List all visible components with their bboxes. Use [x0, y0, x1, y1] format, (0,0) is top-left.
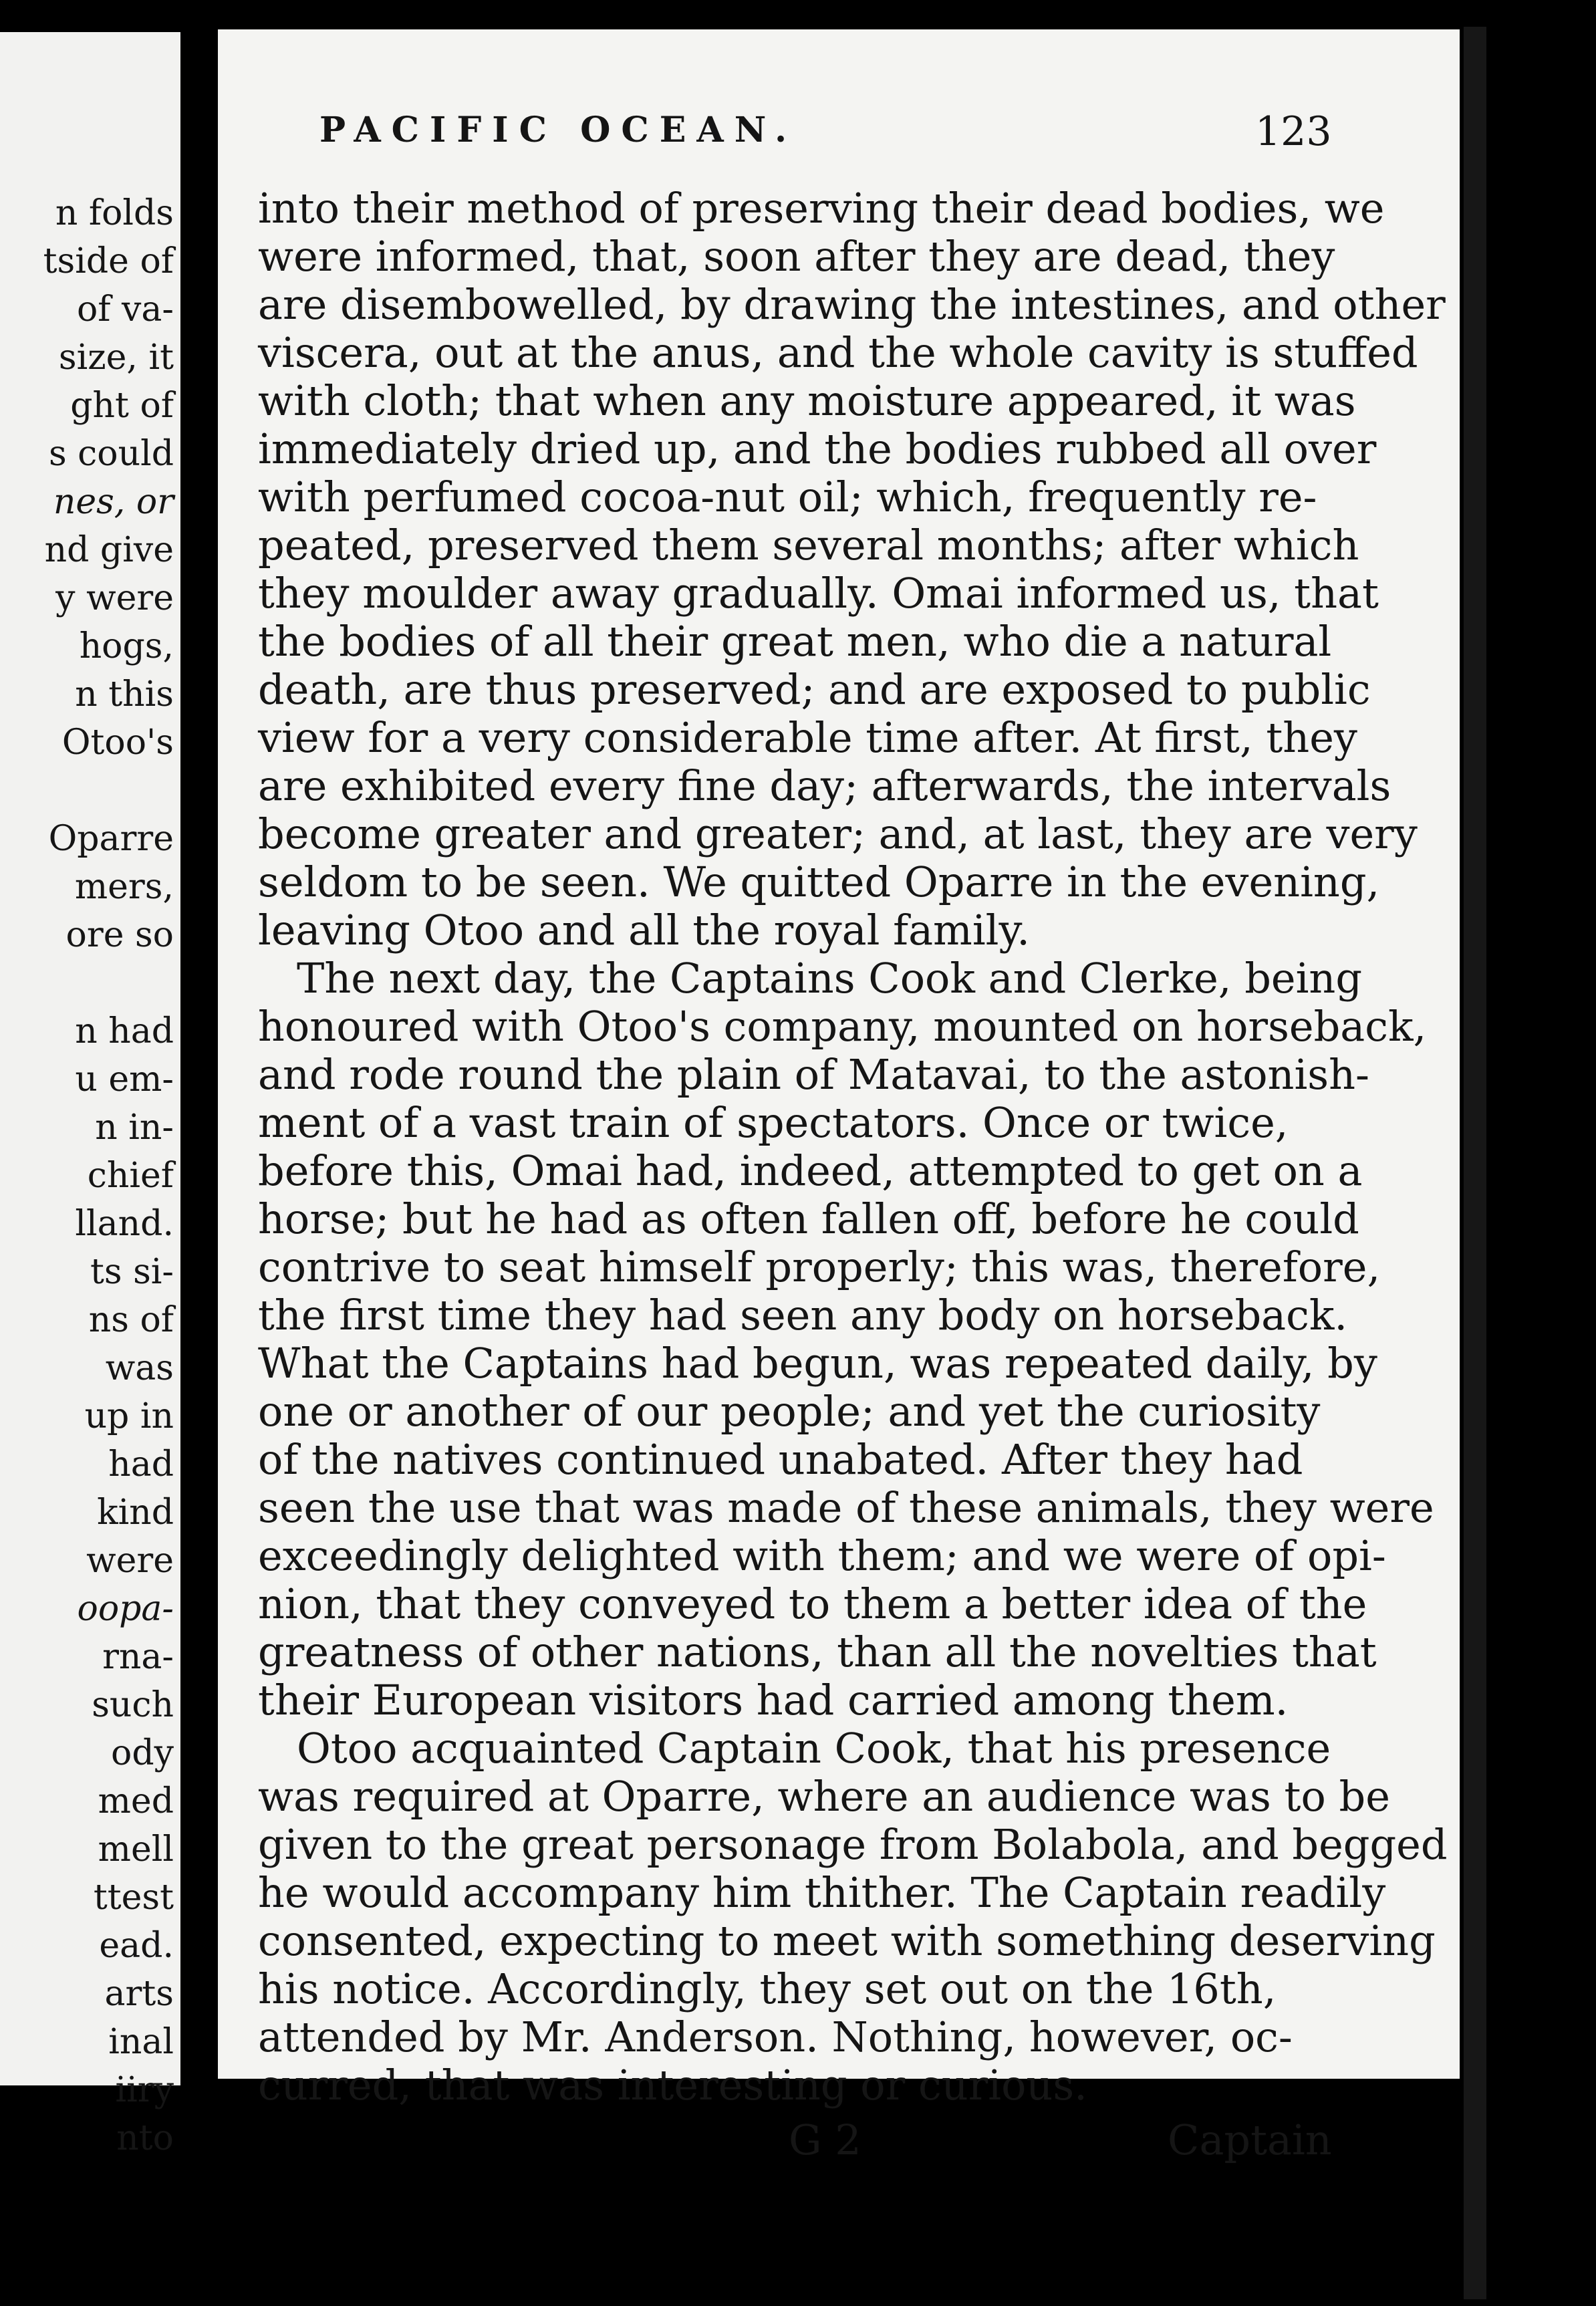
body-line: Otoo acquainted Captain Cook, that his presence — [297, 1724, 1331, 1773]
body-line: with perfumed cocoa-nut oil; which, frequently re- — [258, 473, 1317, 521]
body-line: leaving Otoo and all the royal family. — [258, 906, 1030, 954]
left-page-line: nes, or — [53, 482, 174, 522]
body-line: viscera, out at the anus, and the whole cavity is stuffed — [258, 328, 1418, 377]
body-line: horse; but he had as often fallen off, before he could — [258, 1194, 1359, 1243]
left-page-line: up in — [84, 1396, 174, 1436]
body-line: seen the use that was made of these animals, they were — [258, 1483, 1434, 1532]
left-page-line: ore so — [65, 915, 174, 955]
body-line: the bodies of all their great men, who die a natural — [258, 617, 1332, 666]
left-page-line: such — [92, 1685, 174, 1725]
left-page-line: arts — [104, 1974, 174, 2014]
left-page-line: was — [105, 1348, 174, 1388]
left-page-line: ody — [111, 1733, 174, 1773]
left-page-line: oopa- — [77, 1589, 174, 1629]
body-line: immediately dried up, and the bodies rubbed all over — [258, 424, 1377, 473]
body-line: curred, that was interesting or curious. — [258, 2061, 1087, 2109]
left-page-line: ns of — [88, 1300, 174, 1340]
body-line: What the Captains had begun, was repeated daily, by — [258, 1339, 1377, 1388]
left-page-line: ght of — [70, 386, 174, 426]
body-line: become greater and greater; and, at last, they are very — [258, 809, 1418, 858]
left-page-line: had — [108, 1444, 174, 1485]
left-page-line: tside of — [43, 241, 174, 281]
left-page-line: rna- — [102, 1637, 174, 1677]
left-page-line: nd give — [44, 530, 174, 570]
left-page-line: u em- — [75, 1059, 174, 1100]
body-line: nion, that they conveyed to them a better idea of the — [258, 1579, 1367, 1628]
body-line: peated, preserved them several months; after which — [258, 521, 1359, 569]
left-page-line: med — [98, 1781, 174, 1821]
left-page-line: kind — [97, 1493, 174, 1533]
body-line: attended by Mr. Anderson. Nothing, however, oc- — [258, 2013, 1293, 2061]
body-line: are exhibited every fine day; afterwards, the intervals — [258, 761, 1391, 810]
left-page-line: mers, — [74, 867, 174, 907]
body-line: the first time they had seen any body on horseback. — [258, 1291, 1348, 1339]
left-page-line: nto — [116, 2118, 174, 2158]
body-line: into their method of preserving their dead bodies, we — [258, 184, 1385, 233]
body-line: greatness of other nations, than all the novelties that — [258, 1628, 1377, 1676]
signature-mark: G 2 — [789, 2116, 861, 2164]
running-header-title: PACIFIC OCEAN. — [319, 110, 798, 150]
left-page-line: ead. — [99, 1926, 174, 1966]
left-page-line: n in- — [95, 1108, 174, 1148]
left-page-line: Oparre — [48, 819, 174, 859]
left-page-fragment — [0, 32, 180, 2158]
left-page-line: lland. — [75, 1204, 174, 1244]
left-page-line: ttest — [93, 1878, 174, 1918]
body-line: ment of a vast train of spectators. Once or twice, — [258, 1098, 1289, 1147]
left-page-line: ts si- — [90, 1252, 174, 1292]
page-number: 123 — [1255, 108, 1332, 155]
catchword: Captain — [1168, 2116, 1332, 2164]
body-line: they moulder away gradually. Omai informed us, that — [258, 569, 1379, 618]
body-line: The next day, the Captains Cook and Clerke, being — [297, 954, 1363, 1003]
left-page-line: n had — [75, 1011, 174, 1051]
body-line: consented, expecting to meet with something deserving — [258, 1916, 1436, 1965]
left-page-line: iiry — [115, 2070, 174, 2110]
left-page-line: mell — [98, 1829, 174, 1870]
body-line: honoured with Otoo's company, mounted on horseback, — [258, 1002, 1427, 1051]
body-line: view for a very considerable time after. At first, they — [258, 713, 1357, 762]
body-line: before this, Omai had, indeed, attempted to get on a — [258, 1146, 1363, 1195]
body-line: of the natives continued unabated. After they had — [258, 1435, 1303, 1484]
body-line: and rode round the plain of Matavai, to the astonish- — [258, 1050, 1369, 1099]
left-page-line: were — [86, 1541, 174, 1581]
body-line: his notice. Accordingly, they set out on the 16th, — [258, 1964, 1277, 2013]
body-line: were informed, that, soon after they are dead, they — [258, 232, 1335, 281]
body-line: death, are thus preserved; and are exposed to public — [258, 665, 1371, 714]
left-page-line: n folds — [55, 193, 174, 233]
left-page-line: inal — [108, 2022, 174, 2062]
body-line: contrive to seat himself properly; this was, therefore, — [258, 1243, 1381, 1291]
body-line: he would accompany him thither. The Captain readily — [258, 1868, 1386, 1917]
page-edge-shadow — [1464, 27, 1486, 2299]
left-page-line: size, it — [58, 338, 174, 378]
body-line: was required at Oparre, where an audience was to be — [258, 1772, 1390, 1821]
left-page-line: hogs, — [79, 626, 174, 666]
body-line: their European visitors had carried among them. — [258, 1676, 1289, 1724]
body-line: with cloth; that when any moisture appeared, it was — [258, 376, 1356, 425]
left-page-line: of va- — [76, 289, 174, 330]
body-line: exceedingly delighted with them; and we were of opi- — [258, 1531, 1386, 1580]
body-line: seldom to be seen. We quitted Oparre in the evening, — [258, 858, 1380, 906]
body-line: given to the great personage from Bolabola, and begged — [258, 1820, 1448, 1869]
left-page-line: Otoo's — [61, 723, 174, 763]
body-line: one or another of our people; and yet the curiosity — [258, 1387, 1321, 1436]
left-page-line: chief — [87, 1156, 174, 1196]
body-line: are disembowelled, by drawing the intestines, and other — [258, 280, 1446, 329]
left-page-line: s could — [48, 434, 174, 474]
left-page-line: y were — [55, 578, 174, 618]
left-page-line: n this — [75, 674, 174, 715]
